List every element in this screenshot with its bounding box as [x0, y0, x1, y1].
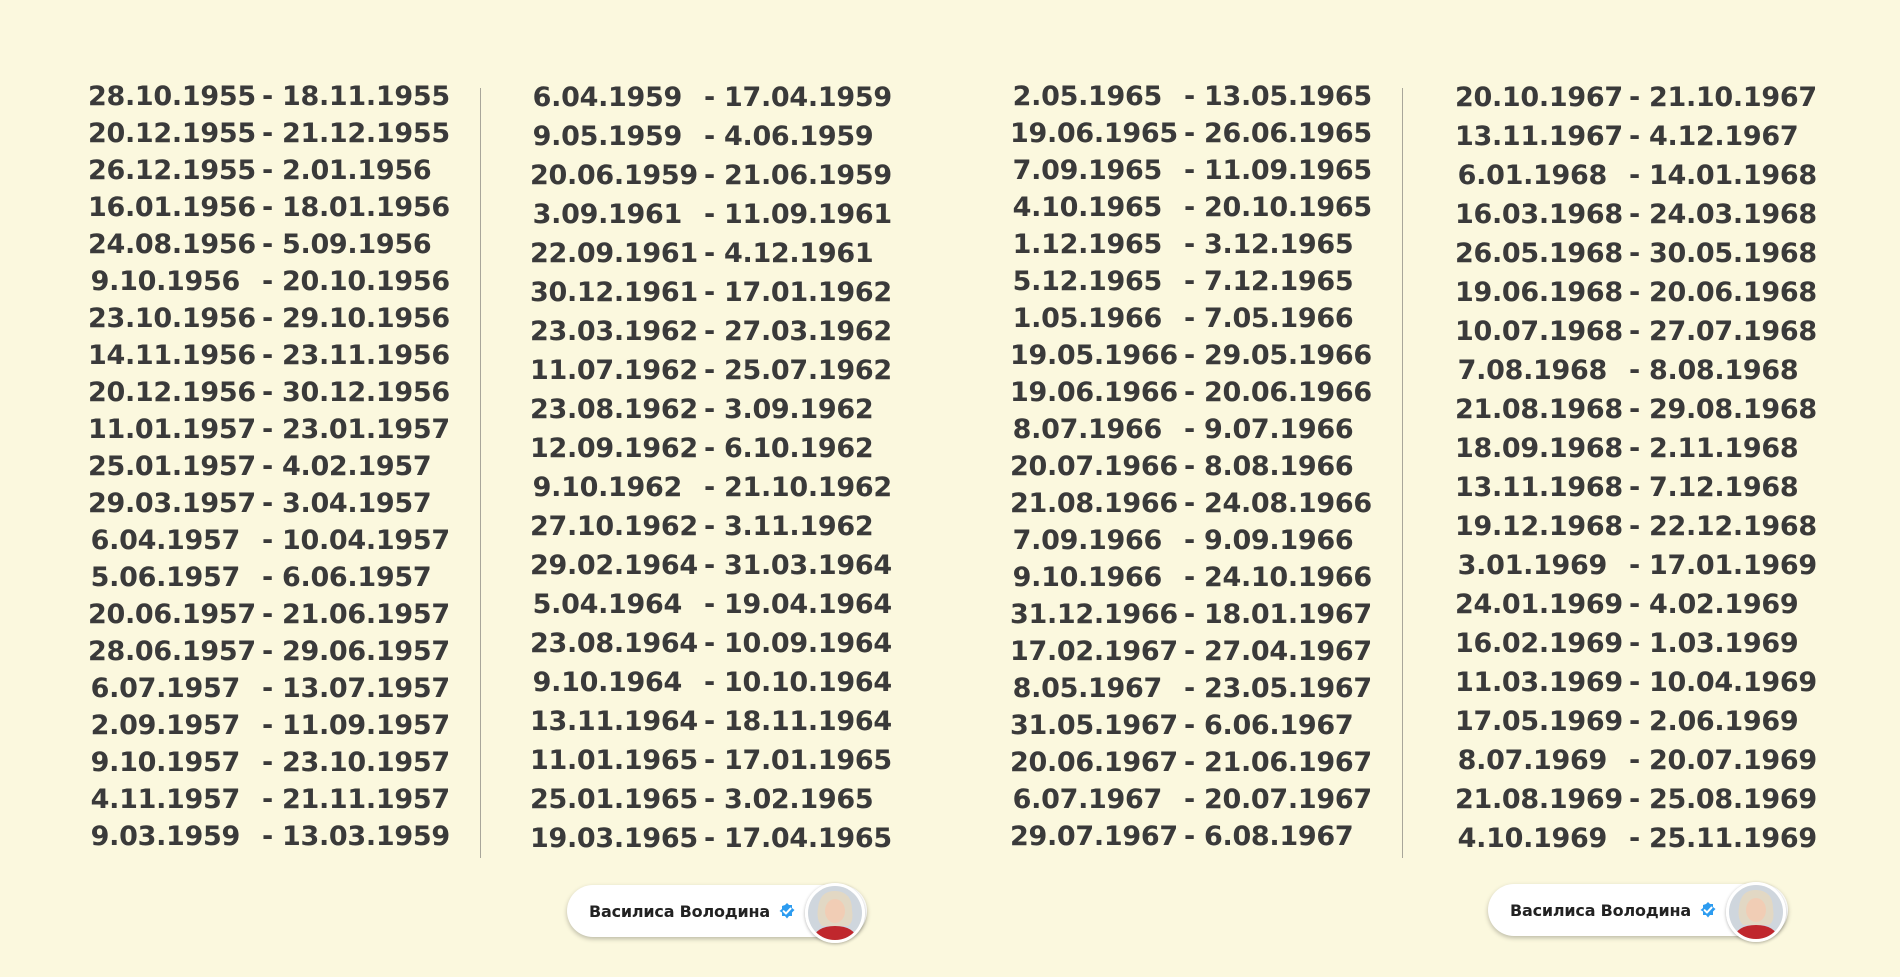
start-date: 29.03.1957: [88, 488, 256, 519]
end-date: - 11.09.1957: [262, 710, 450, 741]
end-date: - 17.01.1962: [704, 277, 892, 308]
end-date: - 6.06.1957: [262, 562, 432, 593]
start-date: 8.07.1966: [1012, 414, 1162, 445]
date-range-row: [530, 156, 892, 195]
start-date: 22.09.1961: [530, 238, 698, 269]
end-date: - 21.12.1955: [262, 118, 450, 149]
start-date: 19.06.1966: [1010, 377, 1178, 408]
start-date: 27.10.1962: [530, 511, 698, 542]
end-date: - 13.03.1959: [262, 821, 450, 852]
date-range-row: [530, 390, 874, 429]
start-date: 9.10.1966: [1012, 562, 1162, 593]
date-range-row: [88, 189, 450, 226]
date-range-row: [88, 559, 432, 596]
date-range-row: [1455, 741, 1817, 780]
date-range-row: [1010, 522, 1354, 559]
start-date: 16.02.1969: [1455, 628, 1623, 659]
date-range-row: [530, 234, 874, 273]
date-range-row: [530, 819, 892, 858]
end-date: - 3.11.1962: [704, 511, 874, 542]
start-date: 9.10.1957: [90, 747, 240, 778]
date-range-row: [1455, 663, 1817, 702]
end-date: - 13.07.1957: [262, 673, 450, 704]
date-range-row: [530, 468, 892, 507]
date-range-row: [88, 485, 432, 522]
end-date: - 24.08.1966: [1184, 488, 1372, 519]
start-date: 1.12.1965: [1012, 229, 1162, 260]
date-range-row: [88, 781, 450, 818]
date-range-row: [530, 624, 892, 663]
end-date: - 6.10.1962: [704, 433, 874, 464]
date-column-3: [1010, 78, 1372, 855]
end-date: - 2.01.1956: [262, 155, 432, 186]
start-date: 23.03.1962: [530, 316, 698, 347]
end-date: - 3.09.1962: [704, 394, 874, 425]
date-range-row: [1010, 559, 1372, 596]
date-range-row: [88, 596, 450, 633]
end-date: - 18.01.1956: [262, 192, 450, 223]
start-date: 20.06.1957: [88, 599, 256, 630]
date-range-row: [530, 195, 892, 234]
date-range-row: [1010, 818, 1354, 855]
date-range-row: [1010, 670, 1372, 707]
date-range-row: [88, 374, 450, 411]
start-date: 28.06.1957: [88, 636, 256, 667]
end-date: - 20.06.1966: [1184, 377, 1372, 408]
date-range-row: [1010, 633, 1372, 670]
date-range-row: [530, 312, 892, 351]
date-range-row: [88, 152, 432, 189]
date-range-row: [88, 263, 450, 300]
end-date: - 17.04.1965: [704, 823, 892, 854]
date-range-row: [1010, 115, 1372, 152]
end-date: - 19.04.1964: [704, 589, 892, 620]
end-date: - 18.11.1955: [262, 81, 450, 112]
start-date: 19.05.1966: [1010, 340, 1178, 371]
date-column-4: [1455, 78, 1817, 858]
start-date: 7.09.1966: [1012, 525, 1162, 556]
end-date: - 3.02.1965: [704, 784, 874, 815]
end-date: - 26.06.1965: [1184, 118, 1372, 149]
start-date: 4.10.1965: [1012, 192, 1162, 223]
date-range-row: [1455, 117, 1799, 156]
start-date: 25.01.1957: [88, 451, 256, 482]
date-range-row: [1455, 195, 1817, 234]
end-date: - 2.06.1969: [1629, 706, 1799, 737]
end-date: - 17.01.1969: [1629, 550, 1817, 581]
date-range-row: [1010, 448, 1354, 485]
date-range-row: [1010, 485, 1372, 522]
author-badge-right[interactable]: [1488, 884, 1788, 936]
date-range-row: [1010, 707, 1354, 744]
date-range-row: [88, 744, 450, 781]
end-date: - 23.05.1967: [1184, 673, 1372, 704]
end-date: - 30.05.1968: [1629, 238, 1817, 269]
start-date: 31.12.1966: [1010, 599, 1178, 630]
date-range-row: [1455, 390, 1817, 429]
date-range-row: [88, 448, 432, 485]
end-date: - 21.06.1967: [1184, 747, 1372, 778]
end-date: - 4.12.1967: [1629, 121, 1799, 152]
date-range-row: [88, 411, 450, 448]
date-range-row: [1455, 156, 1817, 195]
start-date: 9.03.1959: [90, 821, 240, 852]
date-column-2: [530, 78, 892, 858]
start-date: 11.01.1965: [530, 745, 698, 776]
start-date: 6.07.1957: [90, 673, 240, 704]
start-date: 10.07.1968: [1455, 316, 1623, 347]
start-date: 19.03.1965: [530, 823, 698, 854]
divider-1: [480, 88, 481, 858]
date-range-row: [88, 300, 450, 337]
start-date: 14.11.1956: [88, 340, 256, 371]
end-date: - 25.08.1969: [1629, 784, 1817, 815]
date-column-1: [88, 78, 450, 855]
start-date: 13.11.1964: [530, 706, 698, 737]
end-date: - 21.11.1957: [262, 784, 450, 815]
date-range-row: [530, 117, 874, 156]
date-range-row: [88, 670, 450, 707]
end-date: - 23.10.1957: [262, 747, 450, 778]
date-range-row: [1010, 263, 1354, 300]
end-date: - 23.11.1956: [262, 340, 450, 371]
end-date: - 21.06.1959: [704, 160, 892, 191]
date-range-row: [530, 507, 874, 546]
start-date: 5.12.1965: [1012, 266, 1162, 297]
start-date: 3.09.1961: [532, 199, 682, 230]
date-range-row: [88, 78, 450, 115]
end-date: - 29.10.1956: [262, 303, 450, 334]
start-date: 26.05.1968: [1455, 238, 1623, 269]
start-date: 26.12.1955: [88, 155, 256, 186]
date-range-row: [530, 663, 892, 702]
date-range-row: [530, 351, 892, 390]
end-date: - 7.12.1968: [1629, 472, 1799, 503]
end-date: - 27.04.1967: [1184, 636, 1372, 667]
start-date: 8.07.1969: [1457, 745, 1607, 776]
divider-2: [1402, 88, 1403, 858]
date-range-row: [1455, 429, 1799, 468]
end-date: - 31.03.1964: [704, 550, 892, 581]
start-date: 31.05.1967: [1010, 710, 1178, 741]
end-date: - 17.04.1959: [704, 82, 892, 113]
start-date: 16.03.1968: [1455, 199, 1623, 230]
end-date: - 8.08.1966: [1184, 451, 1354, 482]
end-date: - 21.10.1962: [704, 472, 892, 503]
end-date: - 4.12.1961: [704, 238, 874, 269]
date-range-row: [1455, 585, 1799, 624]
date-range-row: [1455, 702, 1799, 741]
start-date: 29.07.1967: [1010, 821, 1178, 852]
date-range-row: [1010, 226, 1354, 263]
end-date: - 4.06.1959: [704, 121, 874, 152]
end-date: - 20.06.1968: [1629, 277, 1817, 308]
date-range-row: [1455, 234, 1817, 273]
end-date: - 18.11.1964: [704, 706, 892, 737]
start-date: 17.05.1969: [1455, 706, 1623, 737]
end-date: - 30.12.1956: [262, 377, 450, 408]
start-date: 28.10.1955: [88, 81, 256, 112]
verified-check-icon: [778, 902, 796, 920]
end-date: - 20.10.1956: [262, 266, 450, 297]
end-date: - 6.06.1967: [1184, 710, 1354, 741]
end-date: - 20.10.1965: [1184, 192, 1372, 223]
date-range-row: [1455, 78, 1817, 117]
end-date: - 4.02.1957: [262, 451, 432, 482]
start-date: 17.02.1967: [1010, 636, 1178, 667]
date-range-row: [1455, 624, 1799, 663]
start-date: 20.06.1959: [530, 160, 698, 191]
end-date: - 29.08.1968: [1629, 394, 1817, 425]
end-date: - 7.12.1965: [1184, 266, 1354, 297]
start-date: 20.12.1956: [88, 377, 256, 408]
verified-check-icon: [1699, 901, 1717, 919]
end-date: - 10.09.1964: [704, 628, 892, 659]
start-date: 11.03.1969: [1455, 667, 1623, 698]
start-date: 1.05.1966: [1012, 303, 1162, 334]
start-date: 5.04.1964: [532, 589, 682, 620]
start-date: 24.08.1956: [88, 229, 256, 260]
start-date: 12.09.1962: [530, 433, 698, 464]
end-date: - 7.05.1966: [1184, 303, 1354, 334]
end-date: - 23.01.1957: [262, 414, 450, 445]
date-range-row: [530, 429, 874, 468]
date-range-row: [1010, 374, 1372, 411]
start-date: 2.05.1965: [1012, 81, 1162, 112]
date-range-row: [1455, 819, 1817, 858]
start-date: 25.01.1965: [530, 784, 698, 815]
start-date: 4.10.1969: [1457, 823, 1607, 854]
end-date: - 21.06.1957: [262, 599, 450, 630]
end-date: - 20.07.1969: [1629, 745, 1817, 776]
end-date: - 2.11.1968: [1629, 433, 1799, 464]
start-date: 11.01.1957: [88, 414, 256, 445]
start-date: 6.04.1957: [90, 525, 240, 556]
start-date: 2.09.1957: [90, 710, 240, 741]
date-range-row: [1455, 780, 1817, 819]
date-range-row: [1455, 507, 1817, 546]
date-range-row: [88, 522, 450, 559]
date-range-row: [88, 818, 450, 855]
end-date: - 10.04.1957: [262, 525, 450, 556]
start-date: 23.08.1962: [530, 394, 698, 425]
start-date: 21.08.1969: [1455, 784, 1623, 815]
end-date: - 5.09.1956: [262, 229, 432, 260]
start-date: 6.04.1959: [532, 82, 682, 113]
start-date: 20.10.1967: [1455, 82, 1623, 113]
start-date: 21.08.1968: [1455, 394, 1623, 425]
end-date: - 24.03.1968: [1629, 199, 1817, 230]
end-date: - 11.09.1965: [1184, 155, 1372, 186]
start-date: 9.10.1964: [532, 667, 682, 698]
end-date: - 20.07.1967: [1184, 784, 1372, 815]
start-date: 16.01.1956: [88, 192, 256, 223]
date-range-row: [1010, 152, 1372, 189]
start-date: 5.06.1957: [90, 562, 240, 593]
start-date: 23.08.1964: [530, 628, 698, 659]
start-date: 19.06.1968: [1455, 277, 1623, 308]
date-range-row: [1010, 596, 1372, 633]
end-date: - 18.01.1967: [1184, 599, 1372, 630]
end-date: - 29.05.1966: [1184, 340, 1372, 371]
start-date: 9.05.1959: [532, 121, 682, 152]
end-date: - 17.01.1965: [704, 745, 892, 776]
start-date: 20.12.1955: [88, 118, 256, 149]
start-date: 9.10.1956: [90, 266, 240, 297]
date-range-row: [530, 546, 892, 585]
start-date: 19.12.1968: [1455, 511, 1623, 542]
end-date: - 6.08.1967: [1184, 821, 1354, 852]
end-date: - 3.12.1965: [1184, 229, 1354, 260]
date-range-row: [1010, 411, 1354, 448]
date-range-row: [1010, 744, 1372, 781]
date-range-row: [1010, 300, 1354, 337]
date-range-row: [88, 337, 450, 374]
date-range-row: [530, 273, 892, 312]
date-range-row: [530, 741, 892, 780]
date-range-row: [1455, 351, 1799, 390]
end-date: - 27.07.1968: [1629, 316, 1817, 347]
start-date: 6.01.1968: [1457, 160, 1607, 191]
end-date: - 8.08.1968: [1629, 355, 1799, 386]
end-date: - 13.05.1965: [1184, 81, 1372, 112]
start-date: 4.11.1957: [90, 784, 240, 815]
date-range-row: [530, 585, 892, 624]
start-date: 6.07.1967: [1012, 784, 1162, 815]
end-date: - 9.09.1966: [1184, 525, 1354, 556]
end-date: - 25.07.1962: [704, 355, 892, 386]
start-date: 3.01.1969: [1457, 550, 1607, 581]
end-date: - 22.12.1968: [1629, 511, 1817, 542]
avatar: [805, 883, 865, 943]
start-date: 24.01.1969: [1455, 589, 1623, 620]
date-range-row: [530, 702, 892, 741]
start-date: 30.12.1961: [530, 277, 698, 308]
date-range-row: [1455, 312, 1817, 351]
end-date: - 10.10.1964: [704, 667, 892, 698]
start-date: 9.10.1962: [532, 472, 682, 503]
end-date: - 9.07.1966: [1184, 414, 1354, 445]
author-name: Василиса Володина: [1510, 900, 1691, 920]
date-range-row: [1455, 468, 1799, 507]
start-date: 20.06.1967: [1010, 747, 1178, 778]
date-range-row: [1455, 273, 1817, 312]
date-range-row: [88, 226, 432, 263]
end-date: - 21.10.1967: [1629, 82, 1817, 113]
start-date: 29.02.1964: [530, 550, 698, 581]
date-range-row: [1010, 189, 1372, 226]
avatar: [1726, 882, 1786, 942]
start-date: 19.06.1965: [1010, 118, 1178, 149]
date-range-row: [530, 78, 892, 117]
start-date: 20.07.1966: [1010, 451, 1178, 482]
start-date: 7.09.1965: [1012, 155, 1162, 186]
start-date: 7.08.1968: [1457, 355, 1607, 386]
date-range-row: [530, 780, 874, 819]
end-date: - 10.04.1969: [1629, 667, 1817, 698]
author-badge[interactable]: [567, 885, 867, 937]
end-date: - 27.03.1962: [704, 316, 892, 347]
date-range-row: [1010, 781, 1372, 818]
end-date: - 29.06.1957: [262, 636, 450, 667]
start-date: 13.11.1967: [1455, 121, 1623, 152]
date-range-row: [1010, 337, 1372, 374]
date-range-row: [1455, 546, 1817, 585]
end-date: - 11.09.1961: [704, 199, 892, 230]
author-name: Василиса Володина: [589, 901, 770, 921]
start-date: 11.07.1962: [530, 355, 698, 386]
end-date: - 4.02.1969: [1629, 589, 1799, 620]
start-date: 13.11.1968: [1455, 472, 1623, 503]
date-range-row: [88, 633, 450, 670]
date-range-row: [88, 115, 450, 152]
end-date: - 24.10.1966: [1184, 562, 1372, 593]
start-date: 8.05.1967: [1012, 673, 1162, 704]
end-date: - 25.11.1969: [1629, 823, 1817, 854]
start-date: 21.08.1966: [1010, 488, 1178, 519]
end-date: - 3.04.1957: [262, 488, 432, 519]
end-date: - 1.03.1969: [1629, 628, 1799, 659]
date-range-row: [1010, 78, 1372, 115]
start-date: 18.09.1968: [1455, 433, 1623, 464]
date-range-row: [88, 707, 450, 744]
start-date: 23.10.1956: [88, 303, 256, 334]
end-date: - 14.01.1968: [1629, 160, 1817, 191]
